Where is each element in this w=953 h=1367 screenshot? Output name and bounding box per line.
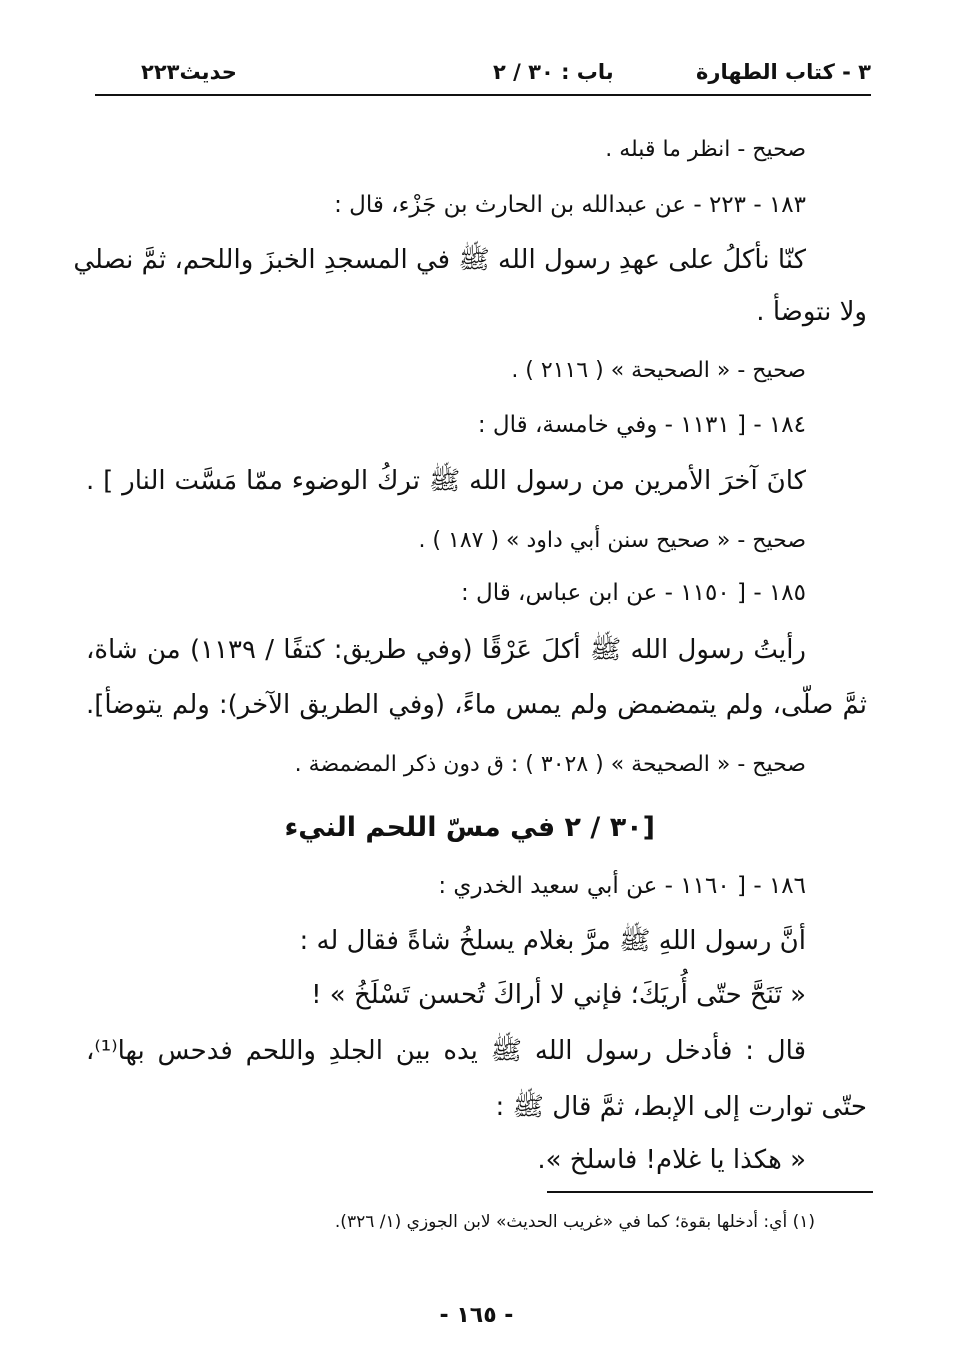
hadith-text-line: « هكذا يا غلام! فاسلخ ».	[537, 1145, 806, 1175]
hadith-text-line: أنَّ رسول اللهِ ﷺ مرَّ بغلام يسلخُ شاةً فقال له :	[299, 926, 806, 956]
hadith-text-line: « تَنَحَّ حتّى أُريَكَ؛ فإني لا أراكَ تُحسن تَسْلَخُ » !	[311, 980, 806, 1010]
hadith-text-line: كانَ آخرَ الأمرين من رسول الله ﷺ تركُ الوضوء ممّا مَسَّت النار ] .	[86, 466, 806, 496]
hadith-heading: ١٨٥ - [ ١١٥٠ - عن ابن عباس، قال :	[460, 580, 806, 606]
hadith-heading: ١٨٦ - [ ١١٦٠ - عن أبي سعيد الخدري :	[438, 873, 806, 899]
section-title: [٣٠ / ٢ في مسّ اللحم النيء	[284, 812, 655, 843]
hadith-text-line: رأيتُ رسول الله ﷺ أكلَ عَرْقًا (وفي طريق: كتفًا / ١١٣٩) من شاة،	[86, 635, 806, 665]
hadith-text-line: قال : فأدخل رسول الله ﷺ يده بين الجلدِ واللحم فدحس بها⁽¹⁾،	[86, 1036, 806, 1066]
hadith-heading: ١٨٣ - ٢٢٣ - عن عبدالله بن الحارث بن جَزْء، قال :	[334, 192, 806, 218]
hadith-label: حديث	[179, 60, 237, 84]
hadith-text-line: ثمَّ صلّى، ولم يتمضمض ولم يمس ماءً، (وفي الطريق الآخر): ولم يتوضأ].	[86, 690, 867, 720]
hadith-text-line: كنّا نأكلُ على عهدِ رسول الله ﷺ في المسجدِ الخبزَ واللحم، ثمَّ نصلي	[73, 245, 806, 275]
hadith-number: ٢٢٣	[141, 60, 180, 84]
grade-line: صحيح - انظر ما قبله .	[605, 137, 806, 162]
footnote: (١) أي: أدخلها بقوة؛ كما في «غريب الحديث» لابن الجوزي (١/ ٣٢٦).	[334, 1212, 815, 1232]
hadith-text-line: حتّى توارت إلى الإبط، ثمَّ قال ﷺ :	[495, 1092, 867, 1122]
hadith-heading: ١٨٤ - [ ١١٣١ - وفي خامسة، قال :	[477, 412, 806, 438]
footnote-rule	[547, 1191, 873, 1193]
hadith-text-line: ولا نتوضأ .	[756, 297, 867, 327]
hadith-indicator	[95, 60, 237, 84]
page-header	[95, 54, 871, 96]
chapter-reference: باب : ٣٠ / ٢	[493, 60, 614, 84]
grade-line: صحيح - « صحيح سنن أبي داود » ( ١٨٧ ) .	[418, 528, 806, 553]
grade-line: صحيح - « الصحيحة » ( ٢١١٦ ) .	[511, 358, 806, 383]
book-title: ٣ - كتاب الطهارة	[695, 60, 871, 84]
header-rule	[95, 94, 871, 96]
page-number: - ١٦٥ -	[439, 1303, 514, 1328]
grade-line: صحيح - « الصحيحة » ( ٣٠٢٨ ) : ق دون ذكر المضمضة .	[294, 752, 806, 777]
